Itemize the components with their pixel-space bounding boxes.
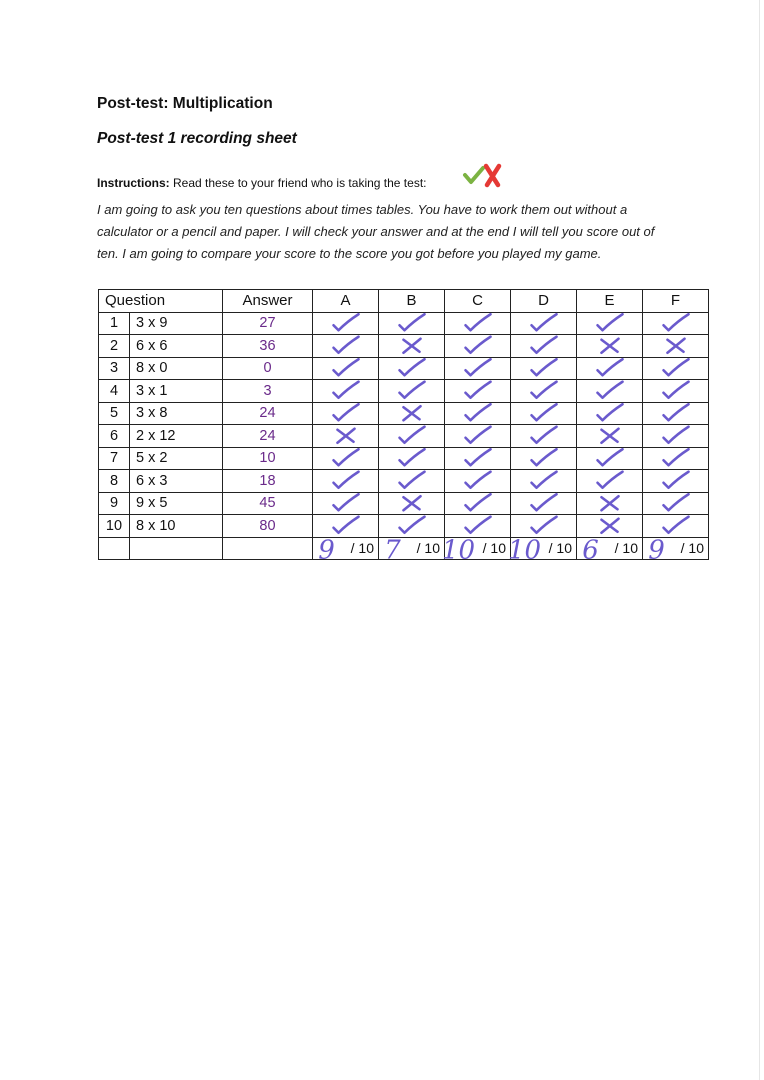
table-row: [99, 357, 709, 380]
question-text: 3 x 8: [130, 402, 223, 425]
mark-cell-b: [379, 515, 445, 538]
recording-table: [98, 289, 709, 560]
header-question: Question: [99, 290, 223, 313]
question-number: 6: [99, 425, 130, 448]
answer-value: 45: [223, 492, 313, 515]
mark-cell-f: [643, 425, 709, 448]
mark-cell-c: [445, 492, 511, 515]
score-a: / 10: [313, 537, 379, 560]
table-row: [99, 380, 709, 403]
mark-cell-a: [313, 335, 379, 358]
mark-cell-f: [643, 447, 709, 470]
instructions-label: Instructions:: [97, 176, 170, 190]
question-number: 4: [99, 380, 130, 403]
mark-cell-b: [379, 335, 445, 358]
mark-cell-c: [445, 515, 511, 538]
mark-cell-e: [577, 357, 643, 380]
score-digit-c: 10: [441, 535, 476, 566]
mark-cell-f: [643, 402, 709, 425]
score-digit-d: 10: [507, 535, 542, 566]
page-title: Post-test: Multiplication: [97, 95, 273, 112]
score-d: / 10: [511, 537, 577, 560]
table-row: [99, 312, 709, 335]
mark-cell-d: [511, 357, 577, 380]
score-row-blank: [99, 537, 130, 560]
table-row: [99, 402, 709, 425]
answer-value: 27: [223, 312, 313, 335]
mark-cell-e: [577, 402, 643, 425]
mark-cell-c: [445, 380, 511, 403]
mark-cell-b: [379, 470, 445, 493]
question-number: 10: [99, 515, 130, 538]
mark-cell-e: [577, 447, 643, 470]
question-number: 5: [99, 402, 130, 425]
mark-cell-b: [379, 492, 445, 515]
teacher-script: I am going to ask you ten questions about times tables. You have to work them out without a calculator or a pencil and paper. I will check your answer and at the end I will tell you score out of ten. I am going to compare your score to the score you got before you played my game.: [97, 202, 655, 261]
mark-cell-b: [379, 312, 445, 335]
score-row: [99, 537, 709, 560]
question-number: 2: [99, 335, 130, 358]
score-e: / 10: [577, 537, 643, 560]
answer-value: 24: [223, 425, 313, 448]
answer-value: 0: [223, 357, 313, 380]
question-text: 6 x 6: [130, 335, 223, 358]
question-text: 3 x 1: [130, 380, 223, 403]
header-student-a: A: [313, 290, 379, 313]
mark-cell-e: [577, 335, 643, 358]
header-student-d: D: [511, 290, 577, 313]
question-text: 8 x 0: [130, 357, 223, 380]
instructions-text: Read these to your friend who is taking the test:: [169, 176, 427, 190]
question-number: 3: [99, 357, 130, 380]
mark-cell-f: [643, 312, 709, 335]
mark-cell-f: [643, 515, 709, 538]
mark-cell-c: [445, 357, 511, 380]
table-row: [99, 492, 709, 515]
mark-cell-a: [313, 492, 379, 515]
table-row: [99, 447, 709, 470]
question-number: 1: [99, 312, 130, 335]
scan-edge-line: [759, 0, 760, 1080]
score-digit-f: 9: [648, 535, 665, 566]
mark-cell-b: [379, 402, 445, 425]
score-digit-b: 7: [384, 535, 401, 566]
header-student-f: F: [643, 290, 709, 313]
answer-value: 18: [223, 470, 313, 493]
score-digit-a: 9: [318, 535, 335, 566]
question-number: 7: [99, 447, 130, 470]
header-student-b: B: [379, 290, 445, 313]
mark-cell-f: [643, 470, 709, 493]
question-text: 8 x 10: [130, 515, 223, 538]
mark-cell-e: [577, 515, 643, 538]
mark-cell-d: [511, 425, 577, 448]
mark-cell-d: [511, 380, 577, 403]
mark-cell-a: [313, 380, 379, 403]
mark-cell-c: [445, 335, 511, 358]
mark-cell-b: [379, 380, 445, 403]
table-row: [99, 470, 709, 493]
mark-cell-e: [577, 470, 643, 493]
mark-cell-c: [445, 447, 511, 470]
score-b: / 10: [379, 537, 445, 560]
mark-cell-a: [313, 402, 379, 425]
mark-cell-c: [445, 402, 511, 425]
mark-cell-f: [643, 335, 709, 358]
mark-cell-b: [379, 357, 445, 380]
table-row: [99, 335, 709, 358]
score-row-blank: [223, 537, 313, 560]
question-text: 5 x 2: [130, 447, 223, 470]
mark-cell-c: [445, 312, 511, 335]
mark-cell-a: [313, 470, 379, 493]
page-subtitle: Post-test 1 recording sheet: [97, 130, 297, 147]
mark-cell-c: [445, 425, 511, 448]
tick-and-cross-icon: [462, 160, 506, 188]
header-student-e: E: [577, 290, 643, 313]
mark-cell-d: [511, 402, 577, 425]
mark-cell-f: [643, 380, 709, 403]
mark-cell-c: [445, 470, 511, 493]
mark-cell-f: [643, 492, 709, 515]
mark-cell-a: [313, 515, 379, 538]
mark-cell-e: [577, 312, 643, 335]
mark-cell-d: [511, 492, 577, 515]
mark-cell-d: [511, 447, 577, 470]
question-text: 9 x 5: [130, 492, 223, 515]
mark-cell-d: [511, 312, 577, 335]
mark-cell-a: [313, 425, 379, 448]
instructions-line: [97, 176, 426, 190]
mark-cell-d: [511, 335, 577, 358]
question-text: 3 x 9: [130, 312, 223, 335]
mark-cell-a: [313, 447, 379, 470]
question-text: 6 x 3: [130, 470, 223, 493]
question-number: 9: [99, 492, 130, 515]
mark-cell-d: [511, 470, 577, 493]
score-digit-e: 6: [582, 535, 599, 566]
mark-cell-e: [577, 492, 643, 515]
table-row: [99, 425, 709, 448]
answer-value: 36: [223, 335, 313, 358]
score-row-blank: [130, 537, 223, 560]
answer-value: 3: [223, 380, 313, 403]
header-student-c: C: [445, 290, 511, 313]
question-text: 2 x 12: [130, 425, 223, 448]
header-answer: Answer: [223, 290, 313, 313]
score-c: / 10: [445, 537, 511, 560]
mark-cell-e: [577, 380, 643, 403]
mark-cell-b: [379, 447, 445, 470]
table-header-row: [99, 290, 709, 313]
mark-cell-a: [313, 312, 379, 335]
mark-cell-f: [643, 357, 709, 380]
table-row: [99, 515, 709, 538]
question-number: 8: [99, 470, 130, 493]
mark-cell-a: [313, 357, 379, 380]
score-f: / 10: [643, 537, 709, 560]
answer-value: 24: [223, 402, 313, 425]
mark-cell-b: [379, 425, 445, 448]
mark-cell-d: [511, 515, 577, 538]
answer-value: 80: [223, 515, 313, 538]
mark-cell-e: [577, 425, 643, 448]
answer-value: 10: [223, 447, 313, 470]
